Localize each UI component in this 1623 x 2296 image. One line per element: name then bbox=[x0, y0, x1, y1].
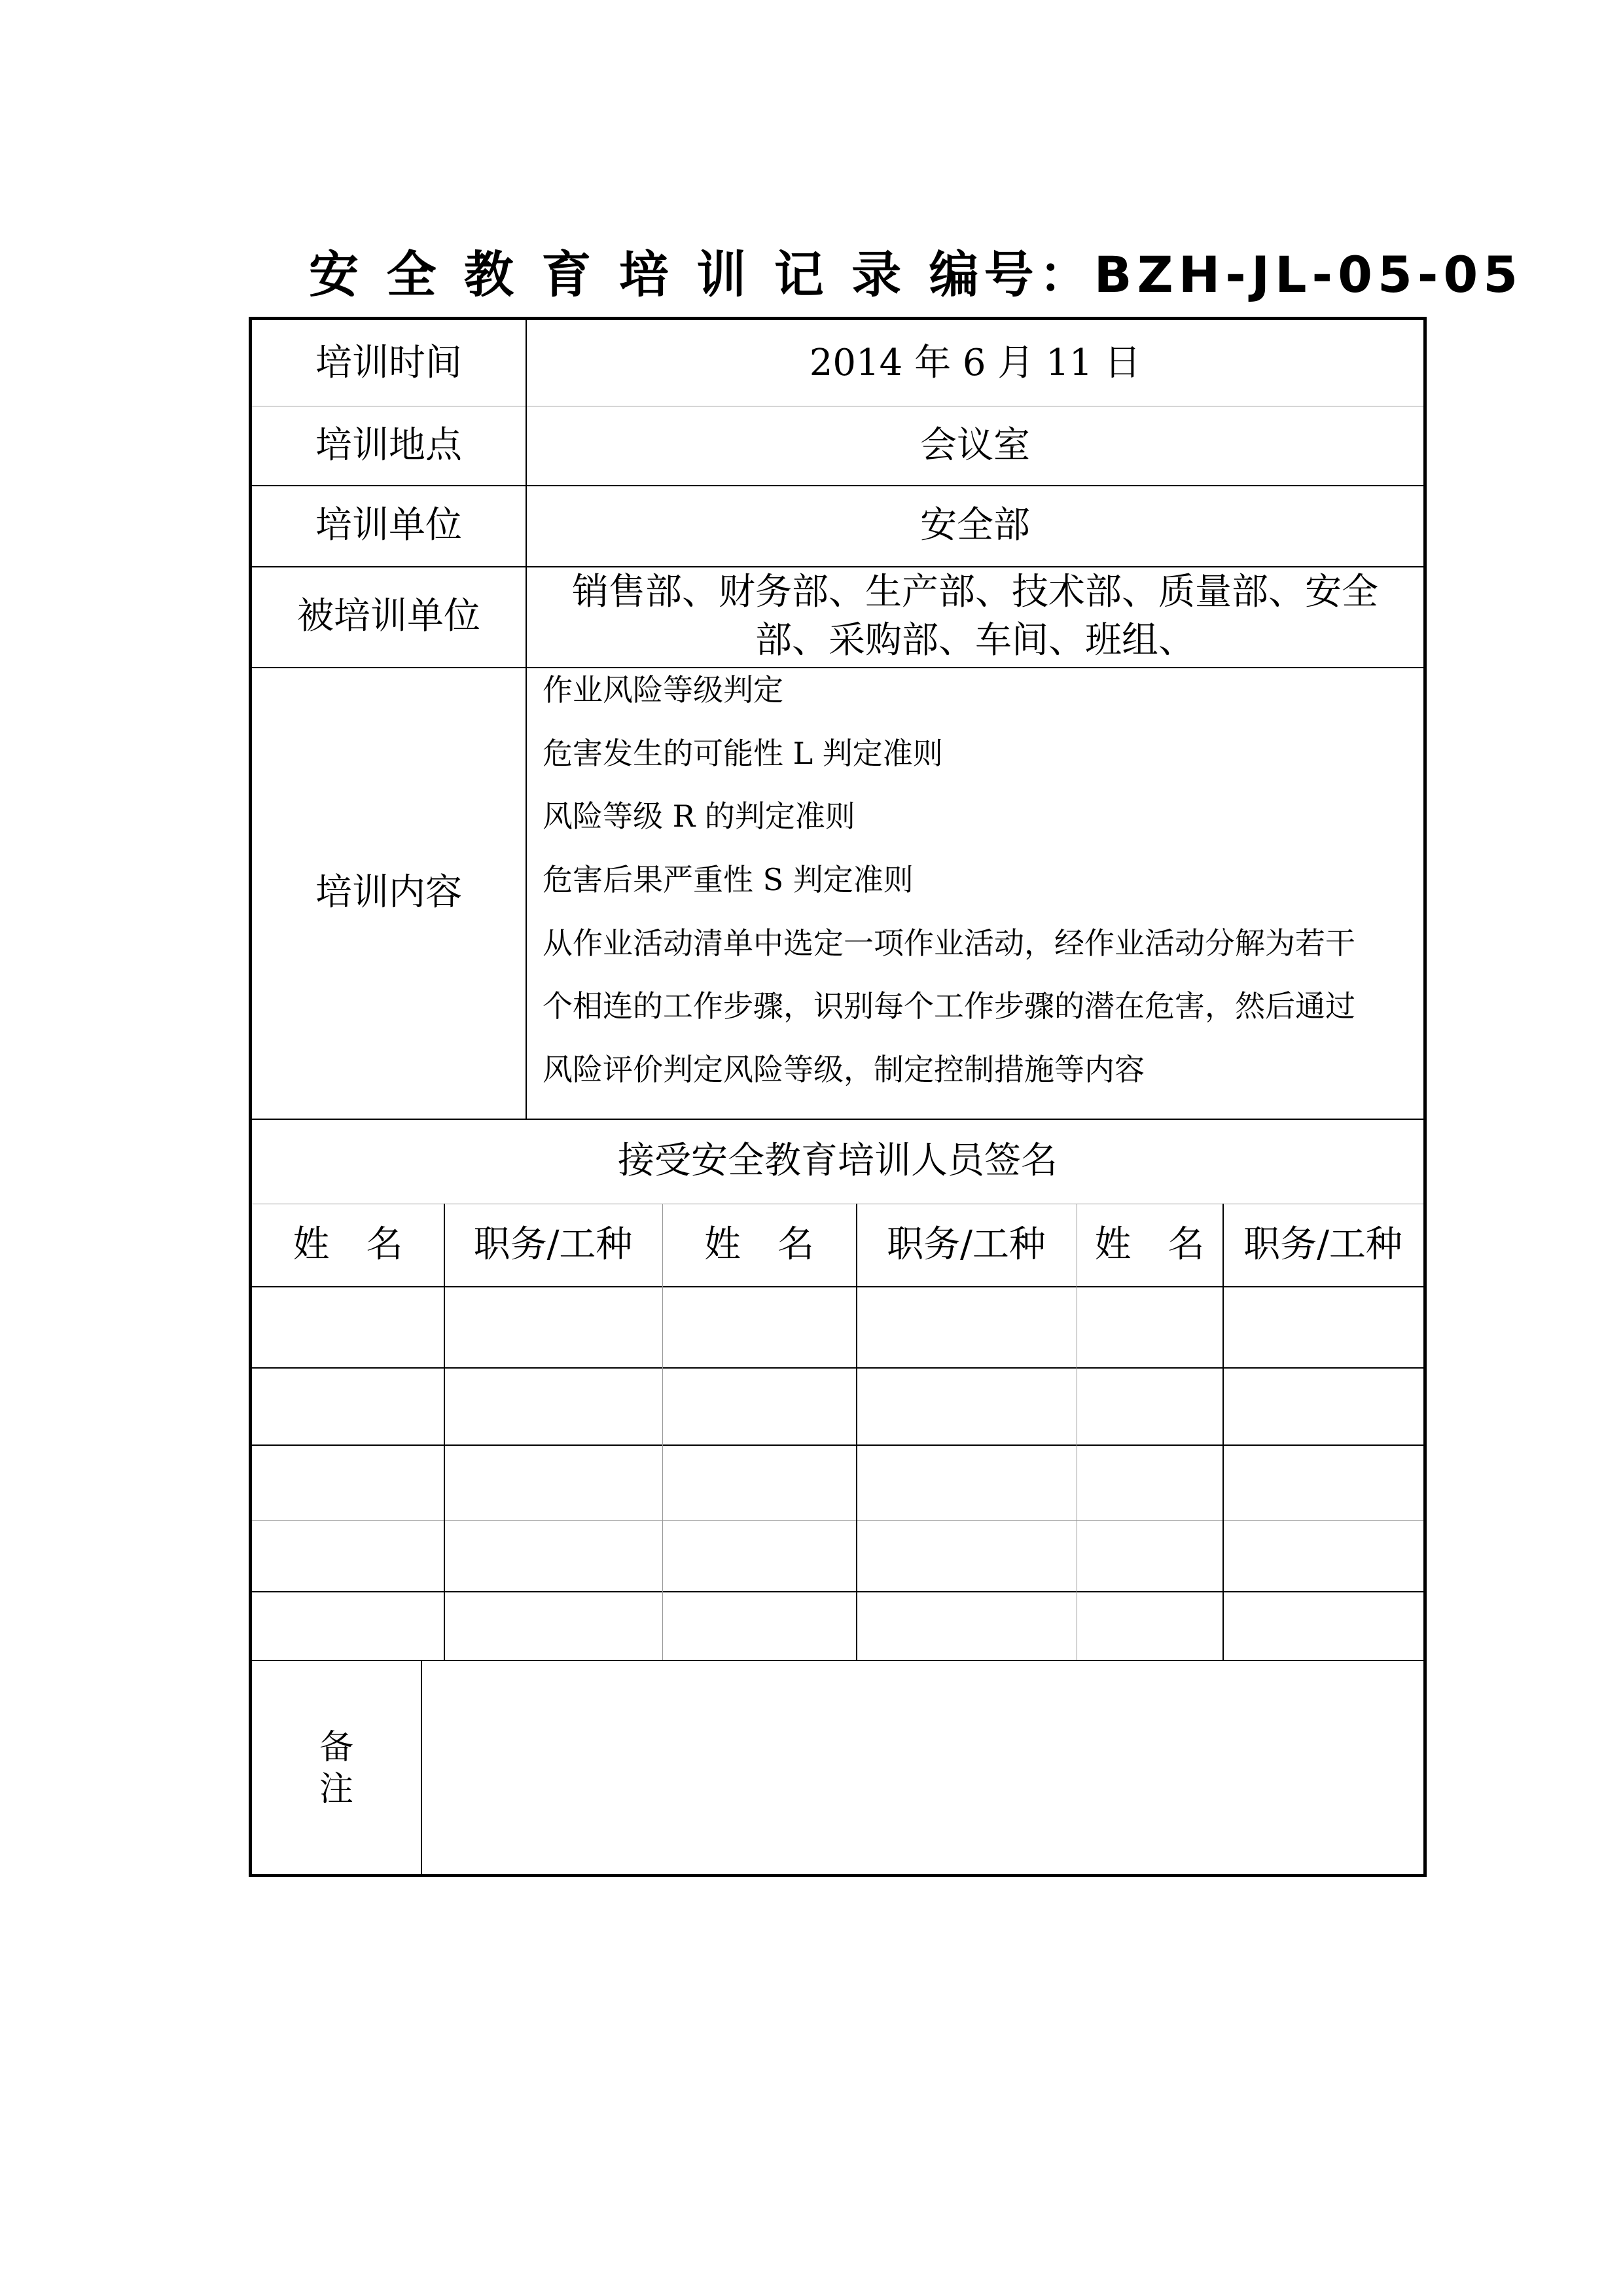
remarks-label-line: 备 bbox=[319, 1728, 353, 1767]
training-unit-label: 培训单位 bbox=[315, 504, 462, 547]
training-content-label: 培训内容 bbox=[315, 871, 462, 914]
training-record-form bbox=[249, 317, 1427, 1877]
column-header-name: 姓 名 bbox=[293, 1223, 403, 1266]
training-location-label: 培训地点 bbox=[315, 423, 462, 467]
trainee-unit-value bbox=[527, 566, 1423, 667]
trainee-unit-line: 部、采购部、车间、班组、 bbox=[755, 619, 1195, 662]
row-divider bbox=[252, 1286, 1423, 1287]
column-header-name: 姓 名 bbox=[1094, 1223, 1205, 1266]
column-header-position: 职务/工种 bbox=[1243, 1223, 1402, 1266]
row-divider bbox=[252, 1591, 1423, 1592]
remarks-label bbox=[252, 1660, 421, 1877]
row-divider bbox=[252, 1520, 1423, 1521]
training-content-line: 危害后果严重性 S 判定准则 bbox=[543, 862, 914, 897]
signature-section-header: 接受安全教育培训人员签名 bbox=[618, 1139, 1058, 1182]
trainee-unit-label: 被培训单位 bbox=[297, 595, 480, 637]
training-content-line: 从作业活动清单中选定一项作业活动，经作业活动分解为若干 bbox=[543, 925, 1355, 961]
column-header-position: 职务/工种 bbox=[887, 1223, 1046, 1266]
trainee-unit-line: 销售部、财务部、生产部、技术部、质量部、安全 bbox=[572, 571, 1378, 613]
training-content-line: 风险等级 R 的判定准则 bbox=[543, 798, 855, 834]
remarks-field[interactable] bbox=[423, 1661, 1423, 1874]
training-unit-value: 安全部 bbox=[920, 504, 1030, 547]
row-divider bbox=[252, 1367, 1423, 1369]
column-header-name: 姓 名 bbox=[704, 1223, 814, 1266]
training-content-line: 风险评价判定风险等级，制定控制措施等内容 bbox=[543, 1052, 1145, 1087]
row-divider bbox=[252, 1444, 1423, 1446]
training-time-label: 培训时间 bbox=[315, 341, 462, 384]
column-header-position: 职务/工种 bbox=[473, 1223, 633, 1266]
page-title: 安 全 教 育 培 训 记 录 编号：BZH-JL-05-05 bbox=[309, 245, 1524, 304]
training-content-line: 危害发生的可能性 L 判定准则 bbox=[543, 736, 943, 771]
training-content-line: 个相连的工作步骤，识别每个工作步骤的潜在危害，然后通过 bbox=[543, 988, 1355, 1024]
remarks-divider bbox=[421, 1660, 422, 1877]
training-time-value: 2014 年 6 月 11 日 bbox=[809, 341, 1141, 384]
training-location-value: 会议室 bbox=[920, 423, 1030, 467]
training-content-line: 作业风险等级判定 bbox=[543, 672, 783, 708]
remarks-label-line: 注 bbox=[319, 1770, 353, 1809]
